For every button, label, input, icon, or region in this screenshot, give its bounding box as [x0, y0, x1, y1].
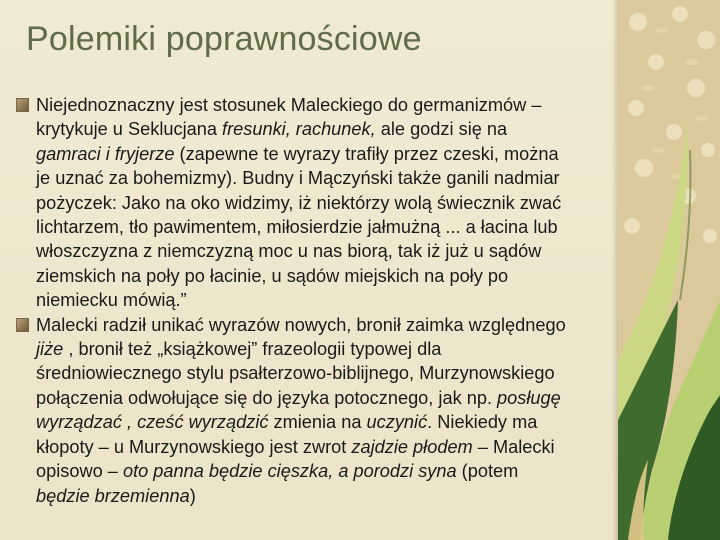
- bullet-square-icon: [16, 98, 29, 112]
- text-line: [36, 239, 618, 263]
- text-run: opisowo –: [36, 461, 123, 482]
- text-run: (zapewne te wyrazy trafiły przez czeski, można: [174, 143, 559, 164]
- text-line: [36, 117, 618, 141]
- text-run: ziemskich na poły po łacinie, u sądów miejskich na poły po: [36, 265, 509, 286]
- text-run: ale godzi się na: [375, 119, 508, 140]
- text-line: [36, 484, 618, 508]
- text-line: [36, 93, 618, 117]
- bullet-square-icon: [16, 318, 29, 332]
- text-run: średniowiecznego stylu psałterzowo-biblijnego, Murzynowskiego: [36, 363, 555, 384]
- italic-term: wyrządzać , cześć wyrządzić: [36, 412, 269, 433]
- text-run: połączenia odwołujące się do języka potocznego, jak np.: [36, 387, 498, 408]
- text-line: [36, 264, 618, 288]
- slide-body: [14, 93, 618, 508]
- bullet-paragraph: [14, 93, 618, 313]
- bullet-paragraph: [14, 313, 618, 508]
- italic-term: oto panna będzie cięszka, a porodzi syna: [122, 461, 457, 482]
- text-run: niemiecku mówią.”: [36, 290, 187, 311]
- text-run: zmienia na: [268, 412, 367, 433]
- italic-term: uczynić: [366, 412, 428, 433]
- floral-ornament-icon: [618, 0, 720, 540]
- text-run: Niejednoznaczny jest stosunek Maleckiego do germanizmów –: [36, 95, 542, 115]
- decorative-side-panel: [618, 0, 720, 540]
- text-run: , bronił też „książkowej” frazeologii typowej dla: [63, 339, 442, 360]
- italic-term: fresunki, rachunek,: [222, 119, 376, 140]
- text-line: [36, 361, 618, 385]
- italic-term: zajdzie płodem: [351, 436, 473, 457]
- text-run: krytykuje u Seklucjana: [36, 119, 223, 140]
- text-run: ): [189, 485, 196, 506]
- text-run: kłopoty – u Murzynowskiego jest zwrot: [36, 436, 352, 457]
- text-run: pożyczek: Jako na oko widzimy, iż niektórzy wolą świecznik zwać: [36, 192, 562, 213]
- text-run: włoszczyzna z niemczyzną moc u nas biorą, tak iż już u sądów: [36, 241, 542, 262]
- text-line: [36, 435, 618, 459]
- text-run: – Malecki: [472, 436, 555, 457]
- text-run: (potem: [456, 461, 519, 482]
- text-line: [36, 459, 618, 483]
- text-line: [36, 166, 618, 190]
- text-line: [36, 191, 618, 215]
- italic-term: jiże: [36, 339, 64, 360]
- italic-term: posługę: [497, 387, 561, 408]
- text-run: . Niekiedy ma: [427, 412, 538, 433]
- text-line: [36, 410, 618, 434]
- slide-title: Polemiki poprawnościowe: [26, 20, 422, 58]
- italic-term: gamraci i fryjerze: [36, 143, 175, 164]
- text-line: [36, 313, 618, 337]
- text-run: lichtarzem, tło pawimentem, miłosierdzie jałmużną ... a łacina lub: [36, 217, 558, 238]
- text-line: [36, 215, 618, 239]
- text-line: [36, 142, 618, 166]
- italic-term: będzie brzemienna: [36, 485, 190, 506]
- text-run: je uznać za bohemizmy). Budny i Mączyński także ganili nadmiar: [36, 168, 560, 189]
- text-line: [36, 288, 618, 312]
- text-line: [36, 337, 618, 361]
- text-line: [36, 386, 618, 410]
- text-run: Malecki radził unikać wyrazów nowych, bronił zaimka względnego: [36, 314, 566, 335]
